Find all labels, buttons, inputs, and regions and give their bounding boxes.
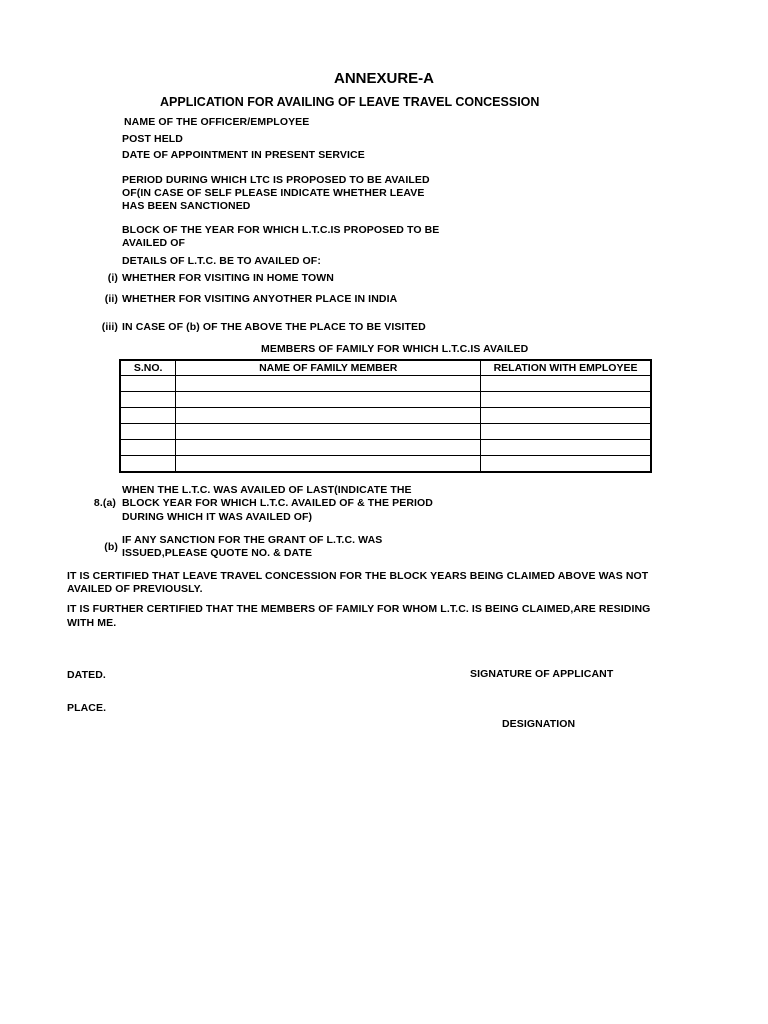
table-cell[interactable] bbox=[481, 456, 651, 473]
table-cell[interactable] bbox=[481, 392, 651, 408]
table-cell[interactable] bbox=[481, 424, 651, 440]
detail-item-text: WHETHER FOR VISITING IN HOME TOWN bbox=[122, 272, 334, 284]
item-8a-number: 8.(a) bbox=[93, 497, 116, 509]
item-8b-number: (b) bbox=[104, 541, 118, 553]
certification-2-line1: IT IS FURTHER CERTIFIED THAT THE MEMBERS OF FAMILY FOR WHOM L.T.C. IS BEING CLAIMED,ARE RESIDING bbox=[67, 603, 651, 615]
field-officer-name: NAME OF THE OFFICER/EMPLOYEE bbox=[124, 116, 310, 128]
detail-item-number: (i) bbox=[107, 272, 118, 284]
table-cell[interactable] bbox=[481, 376, 651, 392]
signature-label: SIGNATURE OF APPLICANT bbox=[470, 668, 614, 680]
table-cell[interactable] bbox=[120, 440, 176, 456]
table-row bbox=[120, 456, 651, 473]
item-8a-line3: DURING WHICH IT WAS AVAILED OF) bbox=[122, 511, 313, 523]
column-header-name: NAME OF FAMILY MEMBER bbox=[176, 360, 481, 376]
table-row bbox=[120, 440, 651, 456]
field-block-line1: BLOCK OF THE YEAR FOR WHICH L.T.C.IS PROPOSED TO BE bbox=[122, 224, 440, 236]
table-cell[interactable] bbox=[176, 376, 481, 392]
place-label: PLACE. bbox=[67, 702, 107, 714]
detail-item-text: IN CASE OF (b) OF THE ABOVE THE PLACE TO BE VISITED bbox=[122, 321, 426, 333]
certification-1-line1: IT IS CERTIFIED THAT LEAVE TRAVEL CONCESSION FOR THE BLOCK YEARS BEING CLAIMED ABOVE WAS NOT bbox=[67, 570, 649, 582]
certification-1-line2: AVAILED OF PREVIOUSLY. bbox=[67, 583, 203, 595]
detail-item-text: WHETHER FOR VISITING ANYOTHER PLACE IN INDIA bbox=[122, 293, 398, 305]
item-8b-line2: ISSUED,PLEASE QUOTE NO. & DATE bbox=[122, 547, 313, 559]
column-header-sno: S.NO. bbox=[120, 360, 176, 376]
table-cell[interactable] bbox=[176, 440, 481, 456]
table-row bbox=[120, 408, 651, 424]
table-cell[interactable] bbox=[120, 424, 176, 440]
field-period-line3: HAS BEEN SANCTIONED bbox=[122, 200, 251, 212]
table-cell[interactable] bbox=[120, 376, 176, 392]
certification-2-line2: WITH ME. bbox=[67, 617, 117, 629]
item-8a-line2: BLOCK YEAR FOR WHICH L.T.C. AVAILED OF & THE PERIOD bbox=[122, 497, 433, 509]
table-row bbox=[120, 424, 651, 440]
table-cell[interactable] bbox=[176, 424, 481, 440]
table-header-row bbox=[120, 360, 651, 376]
field-post-held: POST HELD bbox=[122, 133, 183, 145]
field-period-line1: PERIOD DURING WHICH LTC IS PROPOSED TO BE AVAILED bbox=[122, 174, 430, 186]
dated-label: DATED. bbox=[67, 669, 106, 681]
table-row bbox=[120, 376, 651, 392]
table-cell[interactable] bbox=[481, 408, 651, 424]
designation-label: DESIGNATION bbox=[502, 718, 576, 730]
form-subtitle: APPLICATION FOR AVAILING OF LEAVE TRAVEL CONCESSION bbox=[160, 95, 540, 109]
table-cell[interactable] bbox=[120, 392, 176, 408]
table-cell[interactable] bbox=[120, 456, 176, 473]
table-cell[interactable] bbox=[176, 456, 481, 473]
family-members-table bbox=[119, 359, 652, 473]
page-title: ANNEXURE-A bbox=[333, 70, 434, 87]
table-cell[interactable] bbox=[120, 408, 176, 424]
detail-item-number: (iii) bbox=[101, 321, 118, 333]
field-appointment-date: DATE OF APPOINTMENT IN PRESENT SERVICE bbox=[122, 149, 365, 161]
field-block-line2: AVAILED OF bbox=[122, 237, 186, 249]
table-cell[interactable] bbox=[481, 440, 651, 456]
table-row bbox=[120, 392, 651, 408]
family-table-caption: MEMBERS OF FAMILY FOR WHICH L.T.C.IS AVAILED bbox=[261, 343, 529, 355]
table-cell[interactable] bbox=[176, 408, 481, 424]
table-cell[interactable] bbox=[176, 392, 481, 408]
item-8b-line1: IF ANY SANCTION FOR THE GRANT OF L.T.C. WAS bbox=[122, 534, 383, 546]
detail-item-number: (ii) bbox=[104, 293, 118, 305]
item-8a-line1: WHEN THE L.T.C. WAS AVAILED OF LAST(INDICATE THE bbox=[122, 484, 412, 496]
column-header-relation: RELATION WITH EMPLOYEE bbox=[481, 360, 651, 376]
field-period-line2: OF(IN CASE OF SELF PLEASE INDICATE WHETHER LEAVE bbox=[122, 187, 425, 199]
field-details: DETAILS OF L.T.C. BE TO AVAILED OF: bbox=[122, 255, 321, 267]
